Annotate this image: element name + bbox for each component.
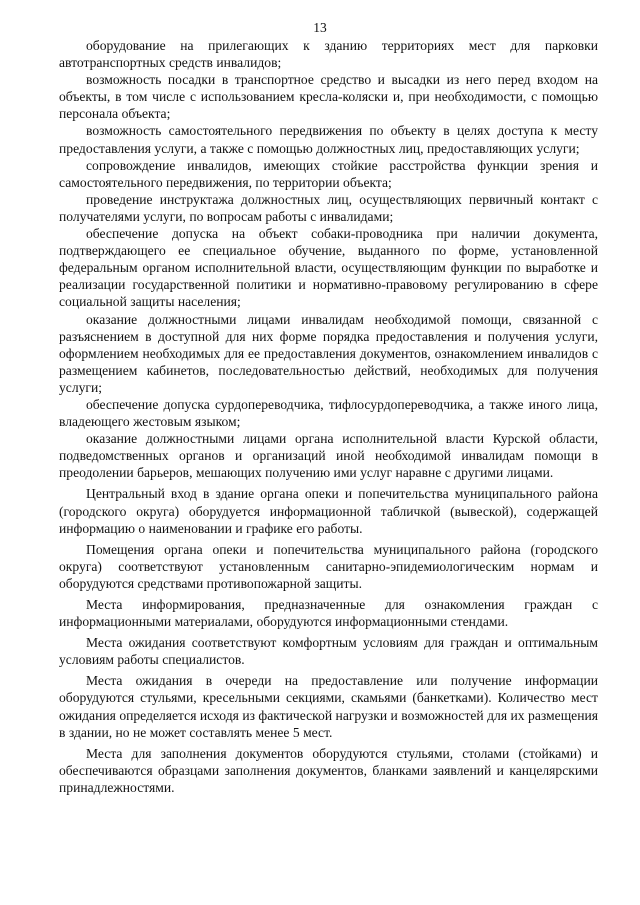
- paragraph: Места ожидания соответствуют комфортным условиям для граждан и оптимальным условиям работы специалистов.: [59, 635, 598, 668]
- paragraph: оборудование на прилегающих к зданию территориях мест для парковки автотранспортных средств инвалидов;: [59, 38, 598, 71]
- paragraph: проведение инструктажа должностных лиц, осуществляющих первичный контакт с получателями услуги, по вопросам работы с инвалидами;: [59, 191, 598, 224]
- paragraph: возможность самостоятельного передвижения по объекту в целях доступа к месту предоставления услуги, а также с помощью должностных лиц, предоставляющих услуги;: [59, 123, 598, 156]
- paragraph: сопровождение инвалидов, имеющих стойкие расстройства функции зрения и самостоятельного передвижения, по территории объекта;: [59, 157, 598, 190]
- page-number: 13: [313, 20, 327, 35]
- paragraph: оказание должностными лицами инвалидам необходимой помощи, связанной с разъяснением в доступной для них форме порядка предоставления и получения услуги, оформлением необходимых для ее предоставления документов, ознакомлением инвалидов с размещением кабинетов, последовательностью действий, необходимых для получения услуги;: [59, 311, 598, 395]
- paragraph: обеспечение допуска сурдопереводчика, тифлосурдопереводчика, а также иного лица, владеющего жестовым языком;: [59, 396, 598, 430]
- paragraph: Центральный вход в здание органа опеки и попечительства муниципального района (городского округа) оборудуется информационной табличкой (вывеской), содержащей информацию о наименовании и графике его работы.: [59, 486, 598, 536]
- paragraph: Места ожидания в очереди на предоставление или получение информации оборудуются стульями, кресельными секциями, скамьями (банкетками). Количество мест ожидания определяется исходя из фактической нагрузки и возможностей для их размещения в здании, но не может составлять менее 5 мест.: [59, 673, 598, 740]
- document-body: [59, 37, 598, 796]
- paragraph: возможность посадки в транспортное средство и высадки из него перед входом на объекты, в том числе с использованием кресла-коляски и, при необходимости, с помощью персонала объекта;: [59, 72, 598, 122]
- paragraph: Места информирования, предназначенные для ознакомления граждан с информационными материалами, оборудуются информационными стендами.: [59, 597, 598, 630]
- paragraph: Помещения органа опеки и попечительства муниципального района (городского округа) соответствуют установленным санитарно-эпидемиологическим нормам и оборудуются средствами противопожарной защиты.: [59, 541, 598, 591]
- paragraph: Места для заполнения документов оборудуются стульями, столами (стойками) и обеспечиваются образцами заполнения документов, бланками заявлений и канцелярскими принадлежностями.: [59, 745, 598, 795]
- paragraph: обеспечение допуска на объект собаки-проводника при наличии документа, подтверждающего ее специальное обучение, выданного по форме, установленной федеральным органом исполнительной власти, осуществляющим функции по выработке и реализации государственной политики и нормативно-правовому регулированию в сфере социальной защиты населения;: [59, 226, 598, 310]
- paragraph: оказание должностными лицами органа исполнительной власти Курской области, подведомственных органов и организаций иной необходимой инвалидам помощи в преодолении барьеров, мешающих получению ими услуг наравне с другими лицами.: [59, 431, 598, 481]
